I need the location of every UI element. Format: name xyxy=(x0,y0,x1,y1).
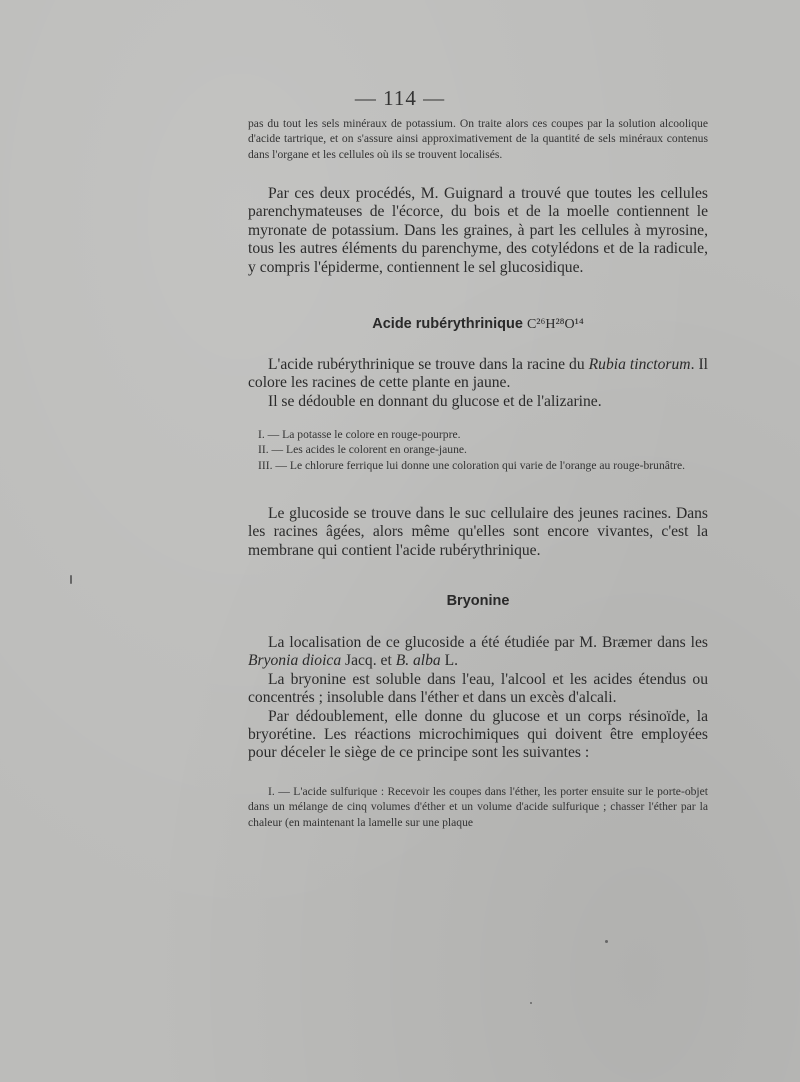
reaction-sulfuric-text: I. — L'acide sulfurique : Recevoir les coupes dans l'éther, les porter ensuite sur le porte-objet dans un mélange de cinq volumes d'éther et un volume d'acide sulfurique ; chasser l'éther par la chaleur (en maintenant la lamelle sur une plaque xyxy=(248,785,708,829)
paragraph-guignard xyxy=(248,185,708,277)
section-title-rubery: Acide rubérythrinique xyxy=(372,316,523,332)
bryonine-p1-end: L. xyxy=(440,652,459,670)
rubery-p1-end: . Il colore les racines de cette plante en jaune. xyxy=(248,356,708,392)
paragraph-guignard-text: Par ces deux procédés, M. Guignard a trouvé que toutes les cellules parenchymateuses de l'écorce, du bois et de la moelle contiennent le myronate de potassium. Dans les graines, à part les cellules à myrosine, tous les autres éléments du parenchyme, des cotylédons et de la radicule, y compris l'épiderme, contiennent le sel glucosidique. xyxy=(248,185,708,276)
rubery-p1-text: L'acide rubérythrinique se trouve dans la racine du xyxy=(268,356,589,373)
section-title-bryonine: Bryonine xyxy=(446,593,510,609)
species-name-bryonia-dioica: Bryonia dioica xyxy=(248,652,342,670)
rubery-p2: Il se dédouble en donnant du glucose et de l'alizarine. xyxy=(268,392,602,410)
bryonine-p3: Par dédoublement, elle donne du glucose et un corps résinoïde, la bryorétine. Les réactions microchimiques qui doivent être employées pour déceler le siège de ce principe sont les suivantes : xyxy=(248,707,708,762)
paper-speck xyxy=(605,940,608,943)
intro-paragraph xyxy=(248,116,708,162)
glucoside-location-text: Le glucoside se trouve dans le suc cellulaire des jeunes racines. Dans les racines âgées, alors même qu'elles sont encore vivantes, c'est la membrane qui contient l'acide rubérythrinique. xyxy=(248,505,708,559)
page-number: — 114 — xyxy=(354,86,446,110)
reaction-sulfuric-acid xyxy=(248,784,708,830)
bryonine-p1-mid: Jacq. et xyxy=(341,652,396,670)
chemical-formula: C²⁶H²⁸O¹⁴ xyxy=(526,317,584,332)
reaction-list-rubery xyxy=(248,427,708,473)
reaction-item-2: II. — Les acides le colorent en orange-jaune. xyxy=(258,443,467,457)
reaction-item-3: III. — Le chlorure ferrique lui donne une coloration qui varie de l'orange au rouge-brunâtre. xyxy=(258,458,686,472)
species-name-b-alba: B. alba xyxy=(395,652,441,670)
paragraph-bryonine xyxy=(248,634,708,763)
species-name-rubia: Rubia tinctorum xyxy=(588,356,691,373)
section-heading-bryonine xyxy=(248,593,708,609)
paper-speck xyxy=(70,575,72,584)
bryonine-p1-text: La localisation de ce glucoside a été étudiée par M. Bræmer dans les xyxy=(268,634,708,651)
paper-speck xyxy=(530,1002,532,1004)
rubery-p1 xyxy=(248,356,708,393)
paragraph-rubery-intro xyxy=(248,356,708,411)
section-heading-rubery xyxy=(248,316,708,333)
bryonine-p2: La bryonine est soluble dans l'eau, l'alcool et les acides étendus ou concentrés ; insoluble dans l'éther et dans un excès d'alcali. xyxy=(248,670,708,707)
bryonine-p1 xyxy=(248,634,708,671)
intro-text: pas du tout les sels minéraux de potassium. On traite alors ces coupes par la solution alcoolique d'acide tartrique, et on s'assure ainsi approximativement de la quantité de sels minéraux contenus dans l'organe et les cellules où ils se trouvent localisés. xyxy=(248,117,708,161)
paragraph-glucoside-location xyxy=(248,505,708,560)
reaction-item-1: I. — La potasse le colore en rouge-pourpre. xyxy=(258,428,461,441)
